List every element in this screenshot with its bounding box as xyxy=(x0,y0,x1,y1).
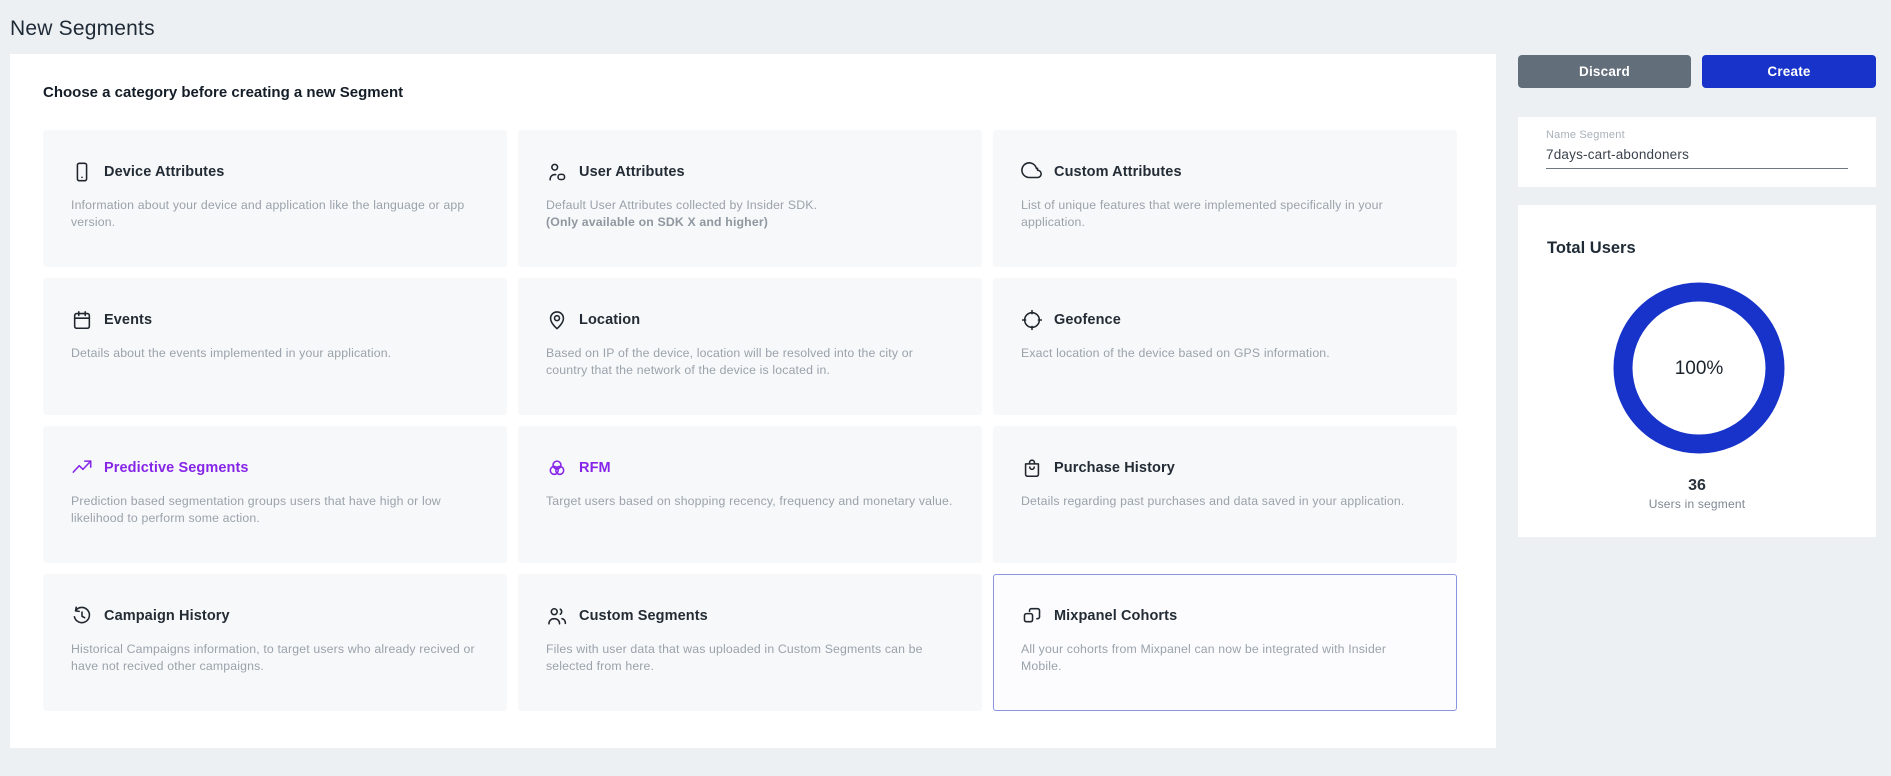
card-title: Geofence xyxy=(1054,312,1121,328)
card-head xyxy=(71,308,479,332)
card-head xyxy=(71,456,479,480)
card-description: Prediction based segmentation groups users that have high or low likelihood to perform some action. xyxy=(71,494,441,526)
donut-percent-label: 100% xyxy=(1674,358,1724,379)
name-segment-label: Name Segment xyxy=(1546,129,1625,141)
category-card-campaign-history[interactable] xyxy=(43,574,507,711)
card-description: Default User Attributes collected by Insider SDK. (Only available on SDK X and higher) xyxy=(546,198,818,230)
user-card-icon xyxy=(546,161,568,183)
card-title: Custom Segments xyxy=(579,608,708,624)
category-card-user-attributes[interactable] xyxy=(518,130,982,267)
linked-squares-icon xyxy=(1021,605,1043,627)
card-head xyxy=(71,160,479,184)
category-panel xyxy=(10,54,1496,748)
card-title: Purchase History xyxy=(1054,460,1175,476)
map-pin-icon xyxy=(546,309,568,331)
card-head xyxy=(546,604,954,628)
total-users-title: Total Users xyxy=(1547,239,1636,257)
card-title: Custom Attributes xyxy=(1054,164,1182,180)
trending-up-icon xyxy=(71,457,93,479)
category-card-mixpanel-cohorts[interactable] xyxy=(993,574,1457,711)
venn-icon xyxy=(546,457,568,479)
category-card-device-attributes[interactable] xyxy=(43,130,507,267)
panel-subtitle: Choose a category before creating a new Segment xyxy=(43,84,404,101)
card-head xyxy=(546,456,954,480)
category-card-geofence[interactable] xyxy=(993,278,1457,415)
card-description: All your cohorts from Mixpanel can now be integrated with Insider Mobile. xyxy=(1021,642,1387,674)
card-description: Historical Campaigns information, to target users who already recived or have not recived other campaigns. xyxy=(71,642,475,674)
category-card-custom-segments[interactable] xyxy=(518,574,982,711)
name-segment-input[interactable] xyxy=(1546,145,1848,169)
cloud-icon xyxy=(1021,161,1043,183)
category-card-location[interactable] xyxy=(518,278,982,415)
card-title: User Attributes xyxy=(579,164,685,180)
card-title: Location xyxy=(579,312,641,328)
card-description: Based on IP of the device, location will be resolved into the city or country that the network of the device is located in. xyxy=(546,346,913,378)
users-count: 36 xyxy=(1688,477,1706,494)
card-description: List of unique features that were implemented specifically in your application. xyxy=(1021,198,1383,230)
card-head xyxy=(546,160,954,184)
category-card-purchase-history[interactable] xyxy=(993,426,1457,563)
category-card-events[interactable] xyxy=(43,278,507,415)
card-description: Details regarding past purchases and data saved in your application. xyxy=(1021,494,1405,508)
card-title: Device Attributes xyxy=(104,164,225,180)
category-card-predictive-segments[interactable] xyxy=(43,426,507,563)
category-card-custom-attributes[interactable] xyxy=(993,130,1457,267)
smartphone-icon xyxy=(71,161,93,183)
create-button[interactable]: Create xyxy=(1702,55,1876,88)
users-count-caption: Users in segment xyxy=(1648,497,1746,511)
users-icon xyxy=(546,605,568,627)
crosshair-icon xyxy=(1021,309,1043,331)
card-head xyxy=(1021,160,1429,184)
card-head xyxy=(1021,308,1429,332)
card-head xyxy=(1021,456,1429,480)
card-title: Events xyxy=(104,312,153,328)
card-description: Exact location of the device based on GPS information. xyxy=(1021,346,1330,360)
card-head xyxy=(546,308,954,332)
card-description: Details about the events implemented in your application. xyxy=(71,346,392,360)
total-users-donut xyxy=(1609,278,1789,458)
history-clock-icon xyxy=(71,605,93,627)
card-title: Predictive Segments xyxy=(104,460,249,476)
card-description: Information about your device and application like the language or app version. xyxy=(71,198,465,230)
card-description: Files with user data that was uploaded in Custom Segments can be selected from here. xyxy=(546,642,923,674)
page-title: New Segments xyxy=(10,17,155,40)
card-head xyxy=(1021,604,1429,628)
discard-button[interactable]: Discard xyxy=(1518,55,1691,88)
calendar-icon xyxy=(71,309,93,331)
card-title: Mixpanel Cohorts xyxy=(1054,608,1178,624)
card-head xyxy=(71,604,479,628)
card-description: Target users based on shopping recency, frequency and monetary value. xyxy=(546,494,953,508)
card-title: Campaign History xyxy=(104,608,230,624)
name-segment-card xyxy=(1518,117,1876,187)
shopping-bag-icon xyxy=(1021,457,1043,479)
category-cards-grid xyxy=(43,130,1457,711)
total-users-card xyxy=(1518,205,1876,537)
card-title: RFM xyxy=(579,460,611,476)
category-card-rfm[interactable] xyxy=(518,426,982,563)
